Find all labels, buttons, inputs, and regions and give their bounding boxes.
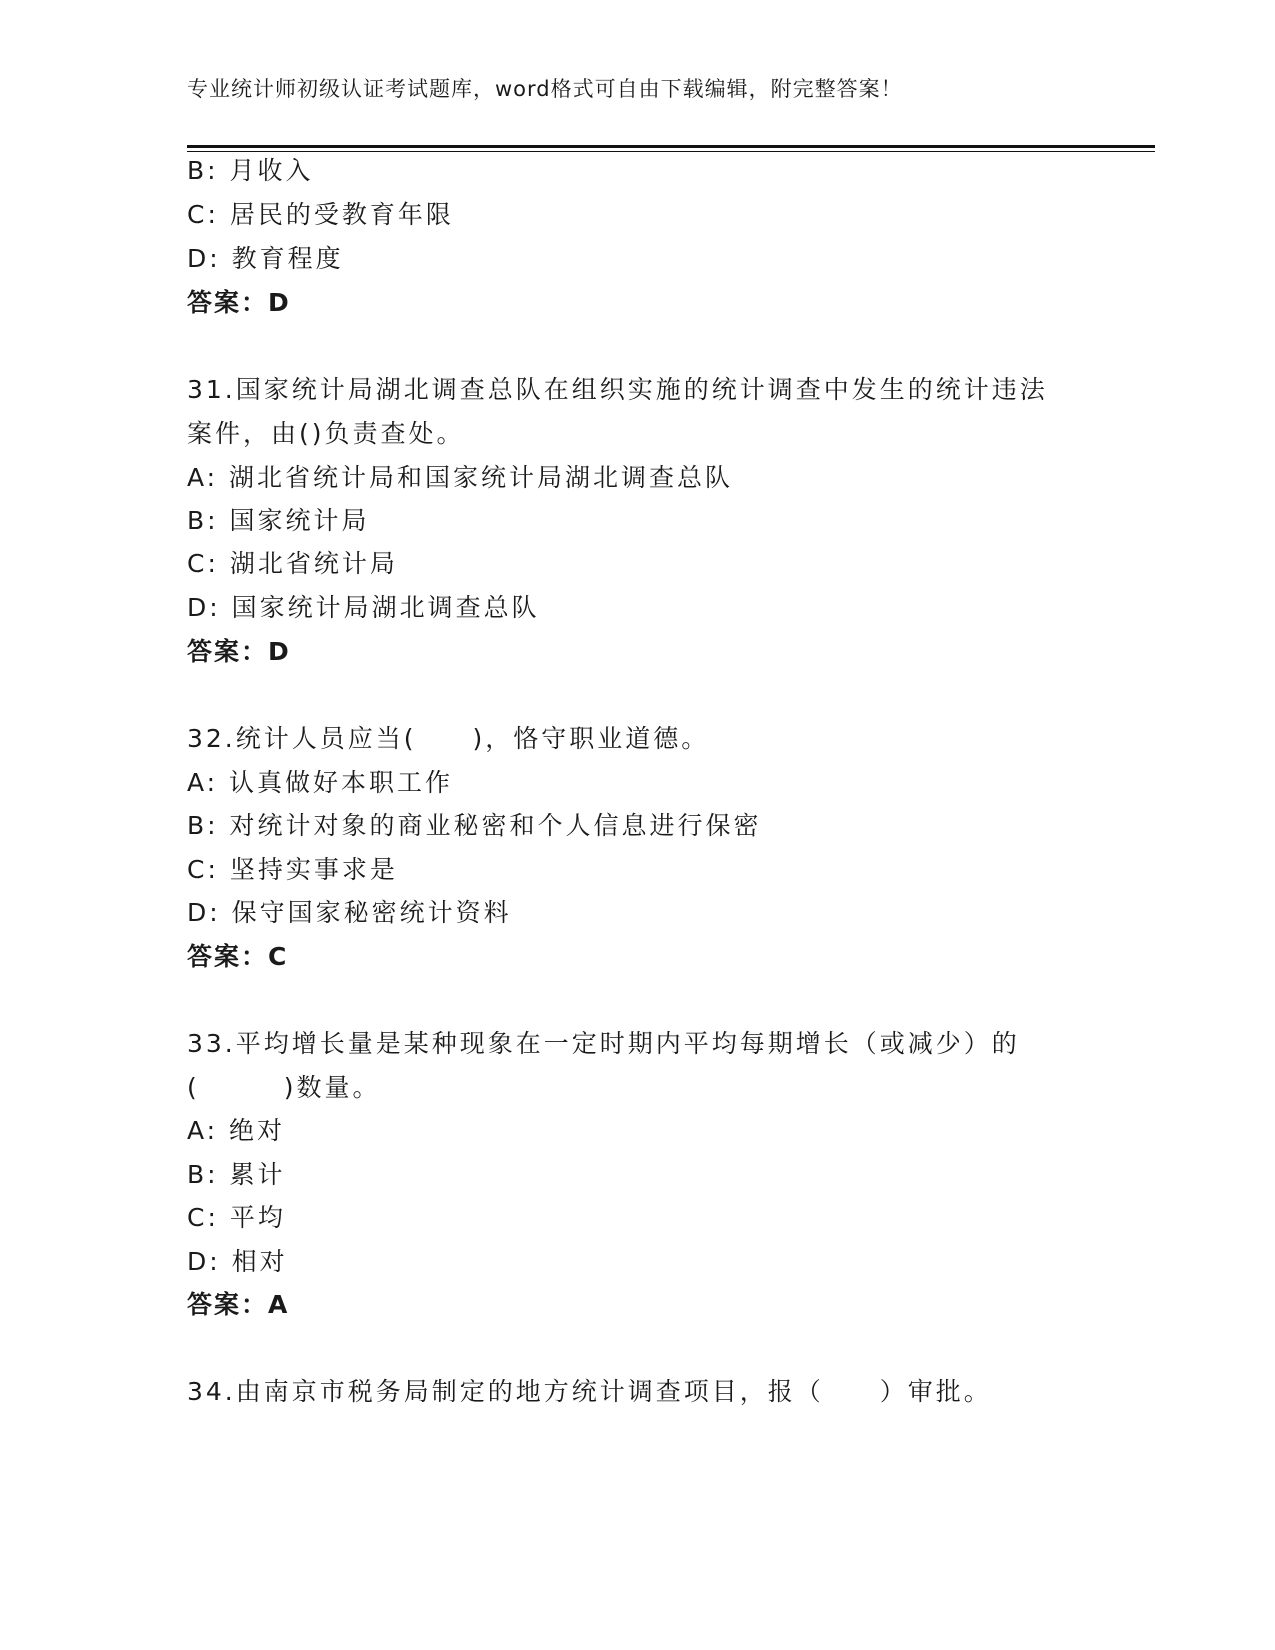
q31-option-d: D: 国家统计局湖北调查总队 (187, 593, 540, 622)
q33-option-b: B: 累计 (187, 1160, 286, 1189)
q32-stem-line-1: 32.统计人员应当( )，恪守职业道德。 (187, 724, 710, 753)
header-rule-thin (187, 151, 1155, 152)
q33-option-d: D: 相对 (187, 1247, 288, 1276)
q34-stem-line-1: 34.由南京市税务局制定的地方统计调查项目，报（ ）审批。 (187, 1377, 992, 1406)
q33-option-a: A: 绝对 (187, 1116, 286, 1145)
q31-option-b: B: 国家统计局 (187, 506, 370, 535)
prev-option-d: D: 教育程度 (187, 244, 344, 273)
q32-option-d: D: 保守国家秘密统计资料 (187, 898, 512, 927)
prev-option-b: B: 月收入 (187, 156, 314, 185)
q31-option-c: C: 湖北省统计局 (187, 549, 398, 578)
q31-stem-line-2: 案件，由()负责查处。 (187, 419, 465, 448)
prev-answer: 答案：D (187, 288, 291, 317)
header-rule-thick (187, 145, 1155, 148)
prev-option-c: C: 居民的受教育年限 (187, 200, 454, 229)
q32-option-a: A: 认真做好本职工作 (187, 768, 454, 797)
q32-option-b: B: 对统计对象的商业秘密和个人信息进行保密 (187, 811, 762, 840)
q33-answer: 答案：A (187, 1290, 290, 1319)
q33-stem-line-1: 33.平均增长量是某种现象在一定时期内平均每期增长（或减少）的 (187, 1029, 1020, 1058)
q31-answer: 答案：D (187, 637, 291, 666)
q32-option-c: C: 坚持实事求是 (187, 855, 398, 884)
q31-stem-line-1: 31.国家统计局湖北调查总队在组织实施的统计调查中发生的统计违法 (187, 375, 1048, 404)
q33-stem-line-2: ( )数量。 (187, 1073, 381, 1102)
q32-answer: 答案：C (187, 942, 289, 971)
page-header: 专业统计师初级认证考试题库，word格式可自由下载编辑，附完整答案！ (187, 77, 903, 101)
q31-option-a: A: 湖北省统计局和国家统计局湖北调查总队 (187, 463, 734, 492)
q33-option-c: C: 平均 (187, 1203, 286, 1232)
